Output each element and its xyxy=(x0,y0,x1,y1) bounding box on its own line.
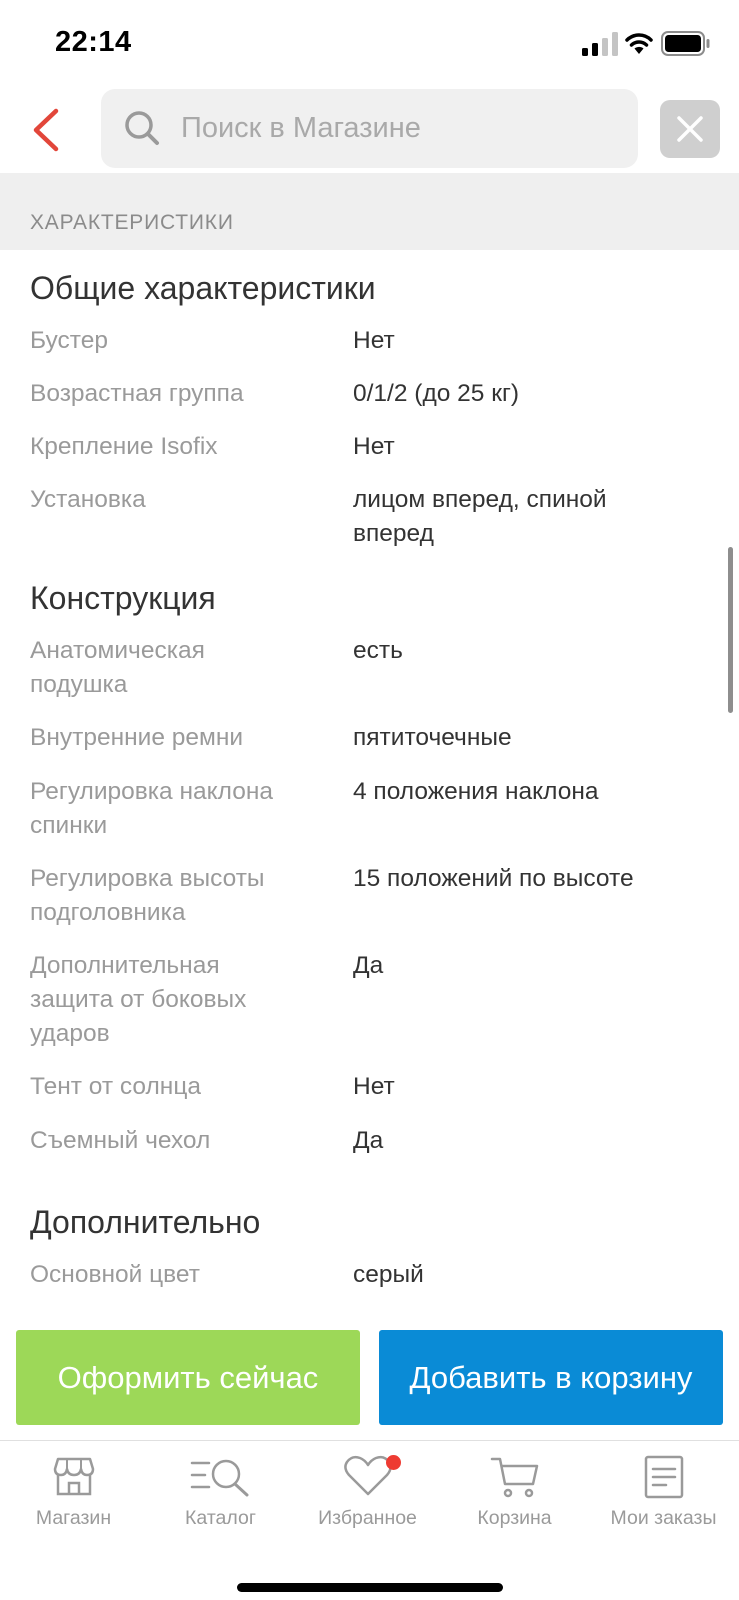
battery-icon xyxy=(661,31,711,56)
search-header xyxy=(0,88,739,173)
section-header xyxy=(0,173,739,250)
back-button[interactable] xyxy=(20,102,70,158)
spec-label: Анатомическая подушка xyxy=(30,637,205,698)
home-indicator xyxy=(237,1583,503,1592)
scroll-indicator[interactable] xyxy=(728,547,733,713)
favorites-badge-dot xyxy=(386,1455,401,1470)
wifi-icon xyxy=(624,30,654,56)
search-box[interactable] xyxy=(101,89,638,168)
tab-label: Мои заказы xyxy=(610,1507,717,1529)
section-title: ХАРАКТЕРИСТИКИ xyxy=(30,211,234,234)
spec-value: лицом вперед, спиной вперед xyxy=(353,486,607,547)
cellular-signal-icon xyxy=(582,32,618,56)
spec-value: 4 положения наклона xyxy=(353,778,599,805)
close-icon xyxy=(676,115,704,143)
spec-label: Тент от солнца xyxy=(30,1073,201,1100)
group-title-construction: Конструкция xyxy=(30,580,216,616)
store-icon xyxy=(52,1455,96,1497)
tab-favorites[interactable] xyxy=(294,1441,441,1541)
heart-icon xyxy=(343,1455,393,1497)
spec-value: Да xyxy=(353,1127,384,1154)
tab-label: Каталог xyxy=(185,1507,256,1529)
spec-label: Установка xyxy=(30,486,146,513)
group-title-general: Общие характеристики xyxy=(30,270,376,306)
spec-value: 0/1/2 (до 25 кг) xyxy=(353,380,520,407)
spec-label: Бустер xyxy=(30,327,108,354)
action-buttons xyxy=(0,1315,739,1440)
catalog-search-icon xyxy=(189,1455,253,1497)
tab-label: Корзина xyxy=(477,1507,552,1529)
chevron-left-icon xyxy=(30,108,60,152)
search-input[interactable] xyxy=(181,89,621,168)
spec-label: Дополнительная защита от боковых ударов xyxy=(30,952,247,1047)
tab-bar xyxy=(0,1440,739,1600)
add-to-cart-button[interactable]: Добавить в корзину xyxy=(379,1330,723,1425)
status-bar xyxy=(0,0,739,88)
search-icon xyxy=(123,109,161,147)
tab-store[interactable] xyxy=(0,1441,147,1541)
group-title-additional: Дополнительно xyxy=(30,1204,261,1240)
spec-label: Основной цвет xyxy=(30,1261,200,1288)
tab-orders[interactable] xyxy=(588,1441,739,1541)
spec-value: 15 положений по высоте xyxy=(353,865,634,892)
spec-value: серый xyxy=(353,1261,424,1288)
status-time: 22:14 xyxy=(55,26,132,58)
tab-label: Магазин xyxy=(35,1507,112,1529)
spec-label: Регулировка высоты подголовника xyxy=(30,865,265,926)
spec-label: Внутренние ремни xyxy=(30,724,244,751)
spec-value: пятиточечные xyxy=(353,724,512,751)
spec-label: Возрастная группа xyxy=(30,380,244,407)
spec-value: Нет xyxy=(353,327,395,354)
orders-icon xyxy=(644,1455,684,1499)
checkout-now-button[interactable]: Оформить сейчас xyxy=(16,1330,360,1425)
tab-cart[interactable] xyxy=(441,1441,588,1541)
spec-value: Нет xyxy=(353,433,395,460)
tab-catalog[interactable] xyxy=(147,1441,294,1541)
clear-search-button[interactable] xyxy=(660,100,720,158)
spec-label: Съемный чехол xyxy=(30,1127,211,1154)
tab-label: Избранное xyxy=(318,1507,417,1529)
cart-icon xyxy=(490,1455,540,1499)
spec-value: есть xyxy=(353,637,403,664)
spec-value: Нет xyxy=(353,1073,395,1100)
specs-content[interactable] xyxy=(0,250,739,1315)
spec-label: Крепление Isofix xyxy=(30,433,218,460)
spec-value: Да xyxy=(353,952,384,979)
spec-label: Регулировка наклона спинки xyxy=(30,778,273,839)
